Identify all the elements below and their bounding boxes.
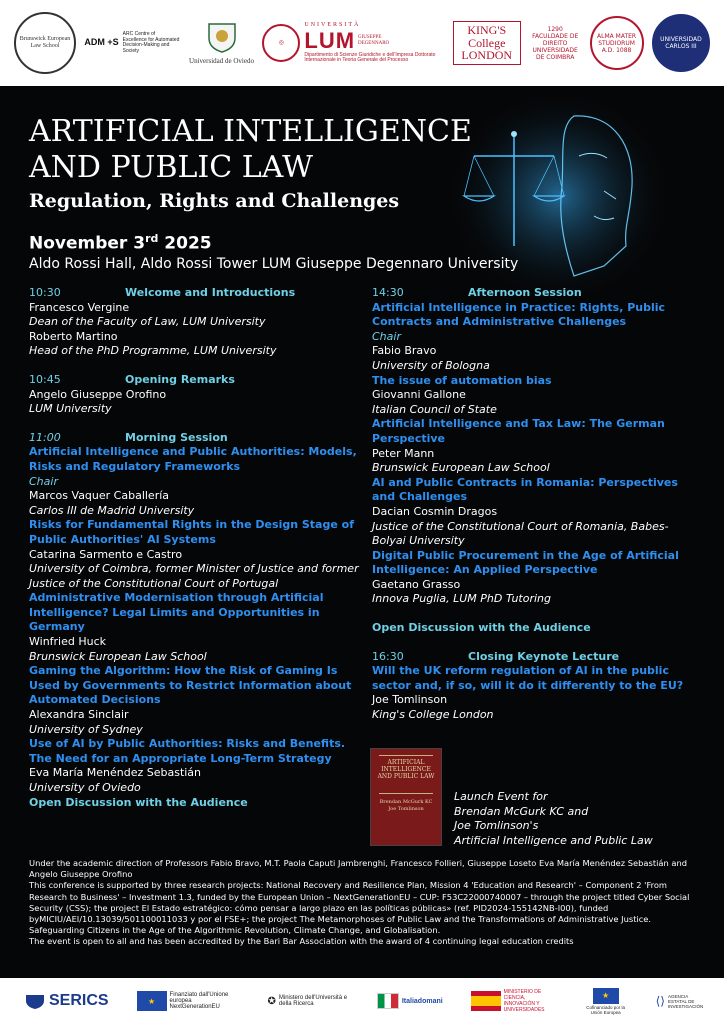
talk-title: Use of AI by Public Authorities: Risks and Benefits. The Need for an Appropriate Long-Term Strategy [29,737,346,765]
speaker-affiliation: LUM University [29,402,112,416]
speaker-name: Dacian Cosmin Dragos [372,504,498,518]
chair-label: Chair [372,329,401,343]
talk-title: Will the UK reform regulation of AI in the public sector and, if so, will it do it differently to the EU? [372,664,684,692]
speaker-affiliation: University of Oviedo [29,781,141,794]
eu-flag-icon: ★ [137,991,167,1011]
speaker-name: Marcos Vaquer Caballería [29,489,170,503]
ministero-logo: ✪ Ministero dell'Università e della Ricerca [267,995,348,1007]
italian-emblem-icon: ✪ [267,995,276,1007]
speaker-name: Angelo Giuseppe Orofino [29,387,167,401]
speaker-name: Joe Tomlinson [372,693,448,707]
speaker-name: Giovanni Gallone [372,388,466,402]
talk-title: Artificial Intelligence and Tax Law: The German Perspective [372,417,665,445]
eu-flag-icon: ★ [593,988,619,1004]
funder-logo-strip [0,978,724,1024]
speaker-affiliation: Brunswick European Law School [29,649,207,663]
talk-title: AI and Public Contracts in Romania: Perspectives and Challenges [372,475,678,504]
speaker-affiliation: Justice of the Constitutional Court of Romania, Babes-Bolyai University [372,519,669,548]
italy-flag-icon [377,993,399,1009]
talk-title: Risks for Fundamental Rights in the Design Stage of Public Authorities' AI Systems [29,518,354,546]
speaker-name: Gaetano Grasso [372,577,461,591]
lum-seal-icon: ◎ [262,24,300,62]
cofinanced-eu-logo: ★ Cofinanciado por la Unión Europea [584,988,628,1015]
speaker-name: Peter Mann [372,446,435,460]
speaker-affiliation: Dean of the Faculty of Law, LUM University [29,315,266,329]
speaker-name: Fabio Bravo [372,344,437,358]
page-title: ARTIFICIAL INTELLIGENCE AND PUBLIC LAW [29,114,472,185]
speaker-name: Winfried Huck [29,635,107,649]
talk-title: Digital Public Procurement in the Age of Artificial Intelligence: An Applied Perspective [372,548,679,577]
spain-ministry-logo: MINISTERIO DE CIENCIA, INNOVACIÓN Y UNIVERSIDADES [471,989,556,1013]
speaker-name: Eva María Menéndez Sebastián [29,766,202,780]
session-header: 10:45 Opening Remarks [29,372,235,386]
top-logo-strip [0,0,724,86]
event-venue: Aldo Rossi Hall, Aldo Rossi Tower LUM Giuseppe Degennaro University [29,256,519,272]
speaker-name: Roberto Martino [29,329,118,343]
session-header: 16:30 Closing Keynote Lecture [372,649,620,663]
speaker-affiliation: Carlos III de Madrid University [29,503,195,517]
brunswick-seal-icon: Brunswick European Law School [14,12,76,74]
adm-mark: ADM +S [84,37,119,48]
book-cover: ARTIFICIAL INTELLIGENCE AND PUBLIC LAW Brendan McGurk KC Joe Tomlinson [370,748,442,846]
talk-title: Administrative Modernisation through Artificial Intelligence? Legal Limits and Opportunities in Germany [29,591,324,634]
session-header: 10:30 Welcome and Introductions [29,286,296,299]
session-header: 14:30 Afternoon Session [372,286,582,299]
adm-subtitle: ARC Centre of Excellence for Automated Decision-Making and Society [122,31,180,54]
talk-title: The issue of automation bias [372,373,552,387]
open-discussion: Open Discussion with the Audience [372,621,591,635]
speaker-name: Francesco Vergine [29,300,130,314]
coimbra-logo: 1290 FACULDADE DE DIREITO UNIVERSIDADE DE COIMBRA [532,25,579,61]
session-header: 11:00 Morning Session [29,430,228,444]
book-launch-text: Launch Event for Brendan McGurk KC and Joe Tomlinson's Artificial Intelligence and Public Law [454,790,653,847]
program-right-column [372,286,702,723]
speaker-affiliation: University of Sydney [29,722,143,736]
talk-title: Gaming the Algorithm: How the Risk of Gaming Is Used by Governments to Restrict Information about Automated Decisions [29,664,352,707]
speaker-affiliation: Innova Puglia, LUM PhD Tutoring [372,592,551,606]
speaker-name: Alexandra Sinclair [29,708,129,722]
talk-title: Artificial Intelligence and Public Authorities: Models, Risks and Regulatory Frameworks [29,445,357,473]
page-subtitle: Regulation, Rights and Challenges [29,190,400,212]
lum-logo: ◎ UNIVERSITÀ LUM GIUSEPPE DEGENNARO Dipartimento di Scienze Giuridiche e dell'Impresa Dottorato Internazionale in Teoria Generale del Processo [262,22,444,64]
kings-college-logo: KING'S College LONDON [453,21,521,65]
aei-logo: ⟨⟩ AGENCIA ESTATAL DE INVESTIGACIÓN [655,993,704,1009]
open-discussion: Open Discussion with the Audience [29,795,248,809]
oviedo-crest-icon [205,20,239,54]
talk-title: Artificial Intelligence in Practice: Rights, Public Contracts and Administrative Challenges [372,300,666,329]
speaker-affiliation: University of Bologna [372,358,490,372]
speaker-affiliation: Head of the PhD Programme, LUM University [29,344,277,358]
speaker-affiliation: Italian Council of State [372,402,497,416]
serics-shield-icon [24,993,46,1009]
event-date: November 3rd 2025 [29,232,212,254]
oviedo-logo: Universidad de Oviedo [189,20,254,66]
adm-logo [84,32,180,54]
main-panel [0,86,724,978]
speaker-name: Catarina Sarmento e Castro [29,547,183,561]
serics-logo: SERICS [24,992,109,1010]
italiadomani-logo: Italiadomani [377,993,443,1009]
aei-mark-icon: ⟨⟩ [655,994,665,1008]
eu-funding-logo: ★ Finanziato dall'Unione europea NextGenerationEU [137,991,240,1011]
carlos-iii-seal-icon: UNIVERSIDAD CARLOS III [652,14,710,72]
speaker-affiliation: King's College London [372,708,494,722]
footer-notes: Under the academic direction of Professors Fabio Bravo, M.T. Paola Caputi Jambrenghi, Francesco Follieri, Giuseppe Loseto Eva María Menéndez Sebastián and Angelo Giuseppe Orofino This conference is supported by three research projects: National Recovery and Resilience Plan, Mission 4 'Education and Research' – Component 2 'From Research to Business' – Investment 1.3, funded by the European Union – NextGenerationEU – CUP: F53C22000740007 – through the project titled Cyber Social Security (CSS); the project El Estado estratégico: cómo pensar a largo plazo en las políticas públicas» (ref. PID2024-155142NB-I00), funded byMICIU/AEI/10.13039/501100011033 y por el FSE+; the project The Metamorphoses of Public Law and the Transformations of Administrative Justice. Safeguarding Citizens in the Age of the Algorithmic Revolution, Climate Change, and Globalisation. The event is open to all and has been accredited by the Bari Bar Association with the award of 4 continuing legal education credits [29,858,690,947]
spain-flag-icon [471,991,501,1011]
speaker-affiliation: University of Coimbra, former Minister of Justice and former Justice of the Constitutional Court of Portugal [29,562,359,590]
chair-label: Chair [29,474,58,488]
program-left-column [29,286,369,810]
speaker-affiliation: Brunswick European Law School [372,461,550,475]
brunswick-logo [14,12,76,74]
bologna-seal-icon: ALMA MATER STUDIORUM A.D. 1088 [590,16,644,70]
